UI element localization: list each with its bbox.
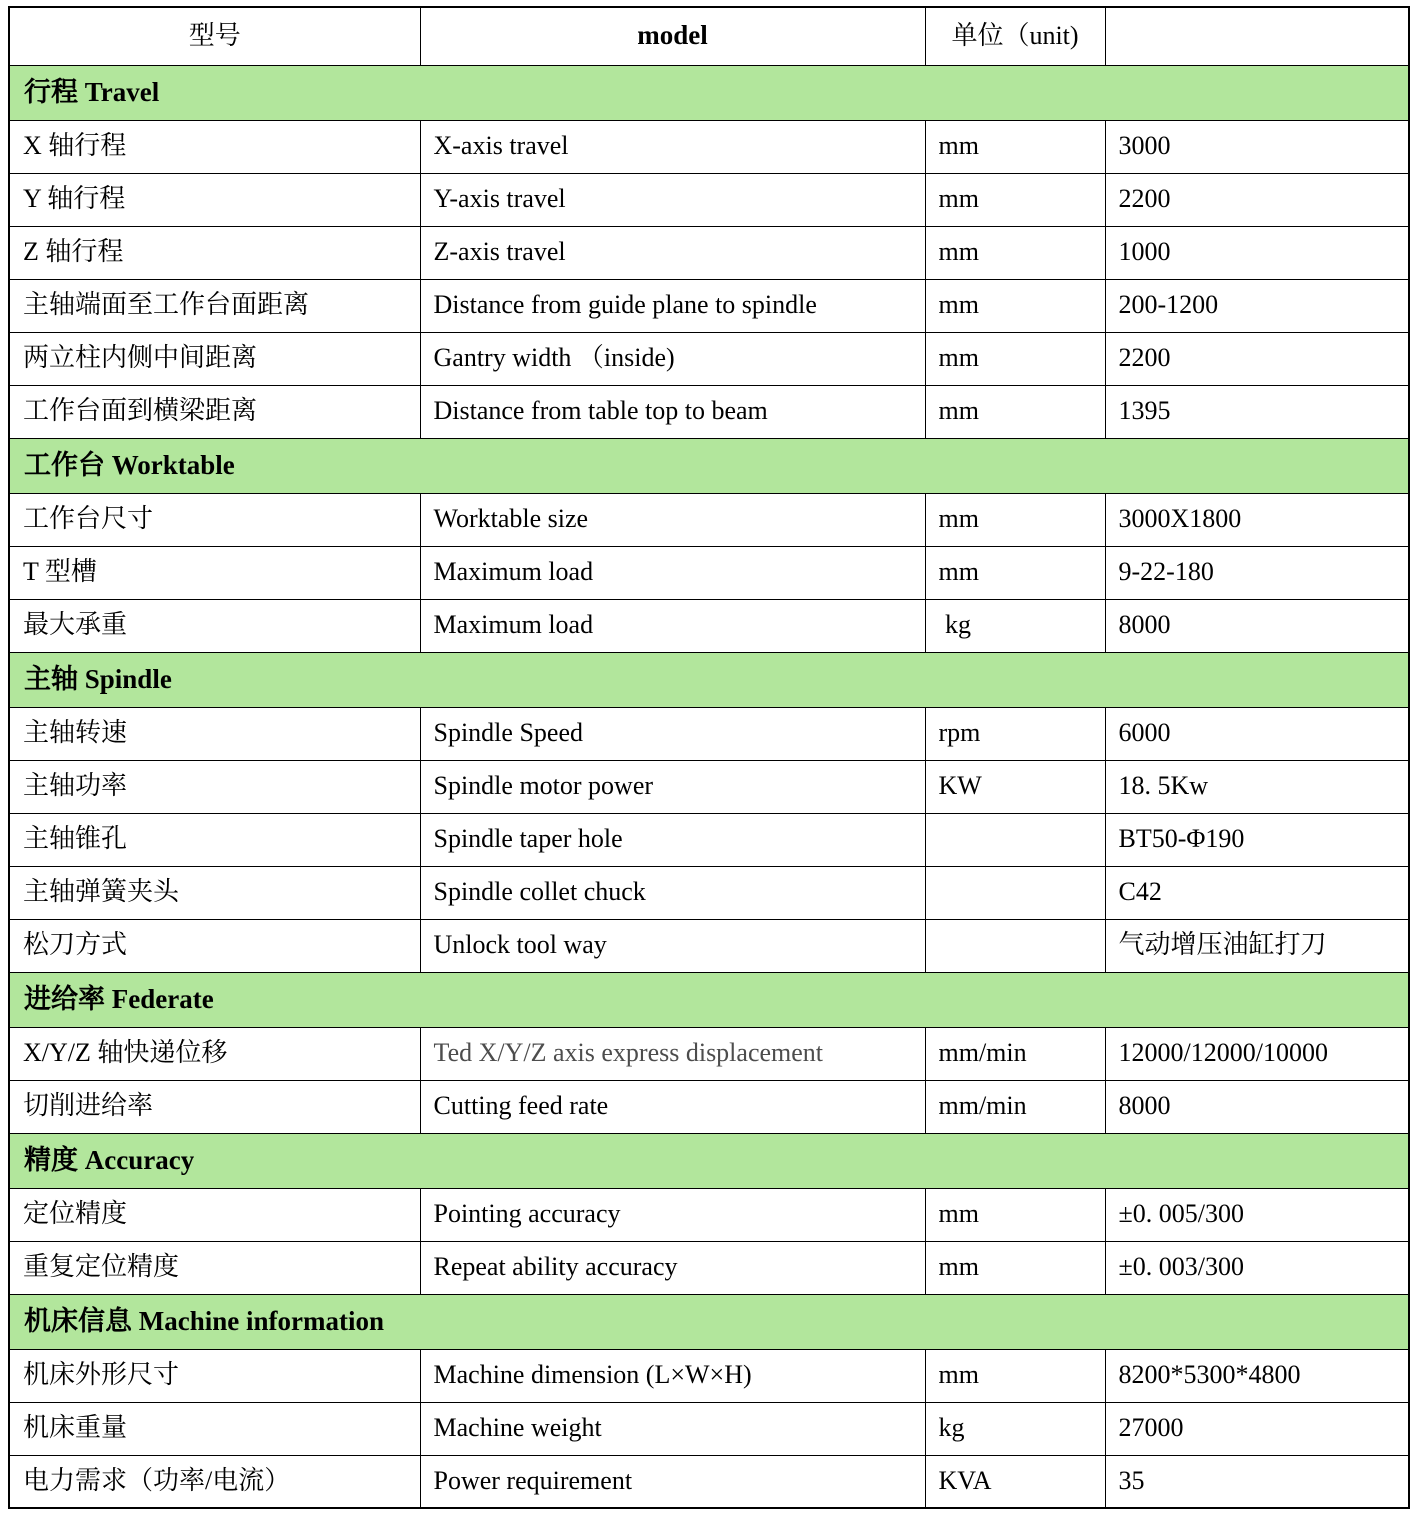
spec-unit-cell: mm [925, 1241, 1105, 1294]
spec-name-cell: Z 轴行程 [9, 226, 420, 279]
spec-model-cell: Z-axis travel [420, 226, 925, 279]
table-row [9, 493, 1409, 546]
spec-value-cell: ±0. 005/300 [1105, 1188, 1409, 1241]
table-row [9, 332, 1409, 385]
table-row [9, 813, 1409, 866]
spec-model-cell: Spindle collet chuck [420, 866, 925, 919]
spec-unit-cell: mm [925, 1349, 1105, 1402]
spec-name-cell: 工作台面到横梁距离 [9, 385, 420, 438]
spec-model-cell: Pointing accuracy [420, 1188, 925, 1241]
section-row [9, 652, 1409, 707]
spec-model-cell: Worktable size [420, 493, 925, 546]
spec-model-cell: Maximum load [420, 546, 925, 599]
spec-unit-cell: mm [925, 173, 1105, 226]
spec-unit-cell [925, 866, 1105, 919]
spec-value-cell: 气动增压油缸打刀 [1105, 919, 1409, 972]
spec-value-cell: C42 [1105, 866, 1409, 919]
header-cell-model-cn: 型号 [9, 7, 420, 65]
table-row [9, 919, 1409, 972]
header-cell-unit: 单位（unit) [925, 7, 1105, 65]
table-row [9, 385, 1409, 438]
table-row [9, 1080, 1409, 1133]
spec-name-cell: 主轴端面至工作台面距离 [9, 279, 420, 332]
section-row [9, 65, 1409, 120]
spec-model-cell: Machine dimension (L×W×H) [420, 1349, 925, 1402]
spec-name-cell: 重复定位精度 [9, 1241, 420, 1294]
spec-value-cell: 9-22-180 [1105, 546, 1409, 599]
spec-unit-cell: mm/min [925, 1080, 1105, 1133]
spec-model-cell: Maximum load [420, 599, 925, 652]
spec-model-cell: Spindle motor power [420, 760, 925, 813]
table-row [9, 866, 1409, 919]
spec-name-cell: 工作台尺寸 [9, 493, 420, 546]
spec-name-cell: 电力需求（功率/电流） [9, 1455, 420, 1508]
spec-name-cell: 最大承重 [9, 599, 420, 652]
spec-model-cell: Power requirement [420, 1455, 925, 1508]
spec-unit-cell: KW [925, 760, 1105, 813]
spec-unit-cell: KVA [925, 1455, 1105, 1508]
spec-value-cell: 2200 [1105, 173, 1409, 226]
spec-name-cell: X 轴行程 [9, 120, 420, 173]
spec-model-cell: Y-axis travel [420, 173, 925, 226]
spec-value-cell: 200-1200 [1105, 279, 1409, 332]
spec-name-cell: 机床重量 [9, 1402, 420, 1455]
spec-name-cell: 定位精度 [9, 1188, 420, 1241]
spec-name-cell: 主轴转速 [9, 707, 420, 760]
table-header [9, 7, 1409, 65]
spec-unit-cell: kg [925, 1402, 1105, 1455]
header-cell-empty [1105, 7, 1409, 65]
spec-model-cell: Distance from table top to beam [420, 385, 925, 438]
section-title: 进给率 Federate [9, 972, 1409, 1027]
table-row [9, 1349, 1409, 1402]
section-row [9, 972, 1409, 1027]
spec-unit-cell: mm [925, 1188, 1105, 1241]
table-body [9, 65, 1409, 1508]
spec-model-cell: X-axis travel [420, 120, 925, 173]
spec-value-cell: 18. 5Kw [1105, 760, 1409, 813]
header-row [9, 7, 1409, 65]
table-row [9, 1402, 1409, 1455]
table-row [9, 1455, 1409, 1508]
spec-model-cell: Gantry width （inside) [420, 332, 925, 385]
spec-value-cell: 1000 [1105, 226, 1409, 279]
spec-unit-cell: mm [925, 332, 1105, 385]
table-row [9, 760, 1409, 813]
spec-unit-cell: mm [925, 120, 1105, 173]
spec-unit-cell: mm [925, 385, 1105, 438]
spec-value-cell: 2200 [1105, 332, 1409, 385]
spec-value-cell: 8000 [1105, 1080, 1409, 1133]
table-row [9, 546, 1409, 599]
spec-unit-cell [925, 919, 1105, 972]
table-row [9, 1188, 1409, 1241]
spec-model-cell: Cutting feed rate [420, 1080, 925, 1133]
spec-value-cell: 35 [1105, 1455, 1409, 1508]
section-title: 行程 Travel [9, 65, 1409, 120]
header-cell-model-en: model [420, 7, 925, 65]
table-row [9, 173, 1409, 226]
spec-unit-cell [925, 813, 1105, 866]
spec-name-cell: 两立柱内侧中间距离 [9, 332, 420, 385]
spec-value-cell: 6000 [1105, 707, 1409, 760]
spec-value-cell: 8000 [1105, 599, 1409, 652]
spec-value-cell: BT50-Φ190 [1105, 813, 1409, 866]
spec-value-cell: 8200*5300*4800 [1105, 1349, 1409, 1402]
spec-unit-cell: mm [925, 226, 1105, 279]
spec-name-cell: T 型槽 [9, 546, 420, 599]
table-row [9, 1241, 1409, 1294]
spec-name-cell: 松刀方式 [9, 919, 420, 972]
table-row [9, 226, 1409, 279]
spec-model-cell: Spindle Speed [420, 707, 925, 760]
spec-unit-cell: mm [925, 279, 1105, 332]
table-row [9, 1027, 1409, 1080]
section-title: 精度 Accuracy [9, 1133, 1409, 1188]
table-row [9, 599, 1409, 652]
spec-name-cell: 机床外形尺寸 [9, 1349, 420, 1402]
spec-model-cell: Unlock tool way [420, 919, 925, 972]
table-row [9, 707, 1409, 760]
spec-value-cell: 1395 [1105, 385, 1409, 438]
spec-model-cell: Machine weight [420, 1402, 925, 1455]
spec-name-cell: 切削进给率 [9, 1080, 420, 1133]
spec-name-cell: 主轴功率 [9, 760, 420, 813]
machine-spec-table [8, 6, 1410, 1509]
spec-value-cell: 3000 [1105, 120, 1409, 173]
spec-value-cell: 27000 [1105, 1402, 1409, 1455]
table-row [9, 120, 1409, 173]
spec-unit-cell: mm [925, 546, 1105, 599]
spec-name-cell: X/Y/Z 轴快递位移 [9, 1027, 420, 1080]
spec-unit-cell: rpm [925, 707, 1105, 760]
spec-value-cell: 3000X1800 [1105, 493, 1409, 546]
section-row [9, 438, 1409, 493]
section-row [9, 1133, 1409, 1188]
spec-model-cell: Distance from guide plane to spindle [420, 279, 925, 332]
spec-model-cell: Ted X/Y/Z axis express displacement [420, 1027, 925, 1080]
spec-unit-cell: mm/min [925, 1027, 1105, 1080]
spec-model-cell: Spindle taper hole [420, 813, 925, 866]
spec-value-cell: 12000/12000/10000 [1105, 1027, 1409, 1080]
spec-unit-cell: kg [925, 599, 1105, 652]
table-row [9, 279, 1409, 332]
section-title: 主轴 Spindle [9, 652, 1409, 707]
spec-model-cell: Repeat ability accuracy [420, 1241, 925, 1294]
spec-value-cell: ±0. 003/300 [1105, 1241, 1409, 1294]
spec-name-cell: Y 轴行程 [9, 173, 420, 226]
spec-name-cell: 主轴锥孔 [9, 813, 420, 866]
section-row [9, 1294, 1409, 1349]
section-title: 机床信息 Machine information [9, 1294, 1409, 1349]
section-title: 工作台 Worktable [9, 438, 1409, 493]
spec-name-cell: 主轴弹簧夹头 [9, 866, 420, 919]
spec-unit-cell: mm [925, 493, 1105, 546]
